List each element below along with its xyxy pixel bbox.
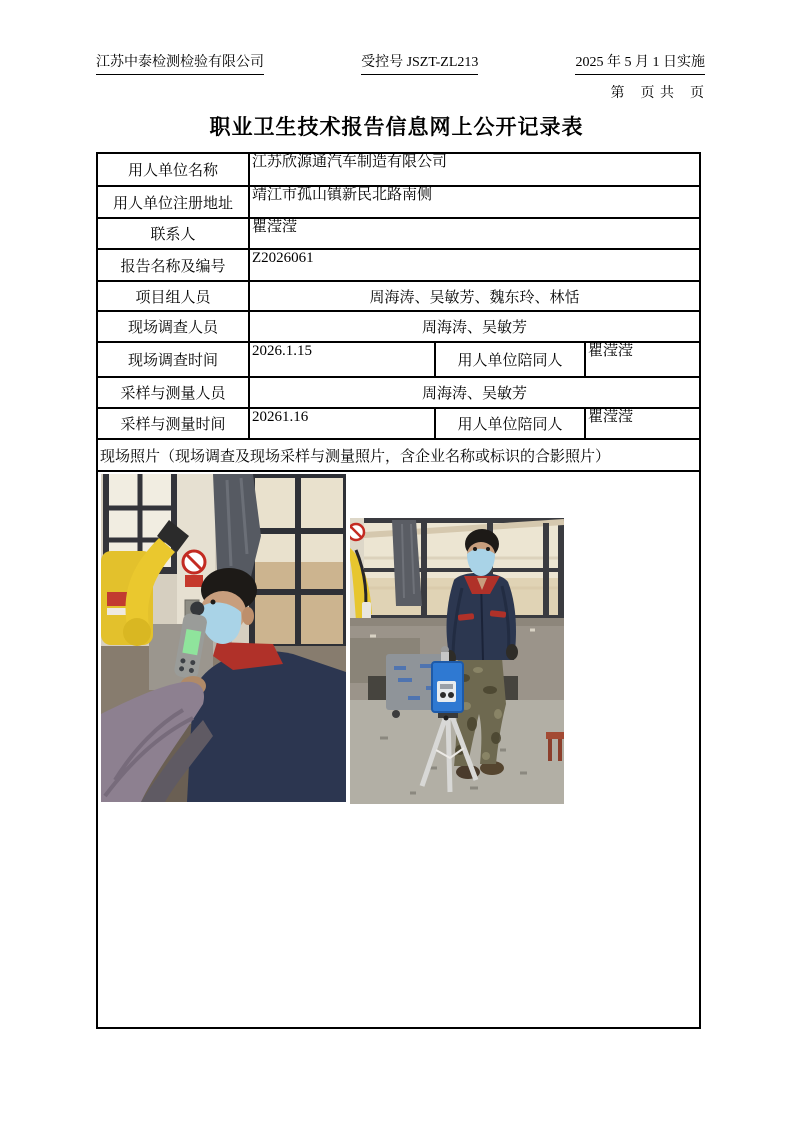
row-project-team	[97, 281, 700, 311]
row-sampling-time	[97, 408, 700, 439]
photos-cell	[97, 471, 700, 1028]
contact-person-label: 联系人	[97, 218, 249, 249]
sampling-staff-value: 周海涛、吴敏芳	[249, 377, 700, 408]
row-photos-header	[97, 439, 700, 471]
report-name-no-label: 报告名称及编号	[97, 249, 249, 281]
row-employer-name	[97, 153, 700, 186]
sampling-escort-name: 瞿滢滢	[585, 408, 700, 439]
survey-time-value: 2026.1.15	[249, 342, 435, 377]
record-form-table	[96, 152, 701, 1029]
project-team-label: 项目组人员	[97, 281, 249, 311]
survey-staff-label: 现场调查人员	[97, 311, 249, 342]
employer-address-value: 靖江市孤山镇新民北路南侧	[249, 186, 700, 218]
document-title: 职业卫生技术报告信息网上公开记录表	[209, 115, 584, 139]
row-employer-address	[97, 186, 700, 218]
sampling-escort-label: 用人单位陪同人	[435, 408, 585, 439]
survey-time-label: 现场调查时间	[97, 342, 249, 377]
page-header	[96, 55, 705, 102]
employer-name-value: 江苏欣源通汽车制造有限公司	[249, 153, 700, 186]
row-survey-staff	[97, 311, 700, 342]
header-implementation-date: 2025 年 5 月 1 日实施	[575, 55, 705, 75]
employer-address-label: 用人单位注册地址	[97, 186, 249, 218]
sampling-time-label: 采样与测量时间	[97, 408, 249, 439]
page-number-note: 第 页 共 页	[610, 85, 705, 101]
photos-section-title: 现场照片（现场调查及现场采样与测量照片，含企业名称或标识的合影照片）	[97, 439, 700, 471]
row-sampling-staff	[97, 377, 700, 408]
photos-area	[100, 472, 697, 1027]
contact-person-value: 瞿滢滢	[249, 218, 700, 249]
row-photos	[97, 471, 700, 1028]
survey-escort-label: 用人单位陪同人	[435, 342, 585, 377]
survey-escort-name: 瞿滢滢	[585, 342, 700, 377]
survey-staff-value: 周海涛、吴敏芳	[249, 311, 700, 342]
sampling-staff-label: 采样与测量人员	[97, 377, 249, 408]
employer-name-label: 用人单位名称	[97, 153, 249, 186]
report-name-no-value: Z2026061	[249, 249, 700, 281]
row-contact-person	[97, 218, 700, 249]
row-survey-time	[97, 342, 700, 377]
row-report-name-no	[97, 249, 700, 281]
site-photo-2	[350, 518, 564, 804]
header-control-number: 受控号 JSZT-ZL213	[361, 55, 478, 75]
header-line	[96, 55, 705, 75]
site-photo-1	[101, 474, 346, 802]
project-team-value: 周海涛、吴敏芳、魏东玲、林恬	[249, 281, 700, 311]
sampling-time-value: 20261.16	[249, 408, 435, 439]
header-company: 江苏中泰检测检验有限公司	[96, 55, 264, 75]
